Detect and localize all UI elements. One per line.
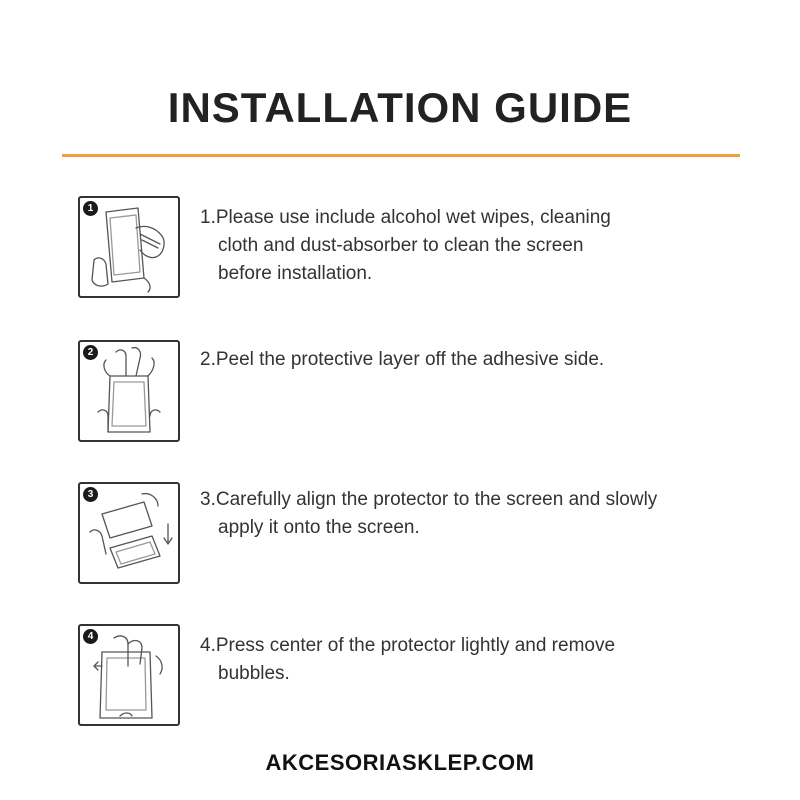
step-2-badge: 2 xyxy=(83,345,98,360)
step-1-line-1: 1.Please use include alcohol wet wipes, cleaning xyxy=(200,207,611,228)
step-1 xyxy=(78,196,758,300)
step-3-text xyxy=(200,486,740,542)
step-2-line-1: 2.Peel the protective layer off the adhesive side. xyxy=(200,349,605,370)
title-divider xyxy=(62,154,740,157)
page-title: INSTALLATION GUIDE xyxy=(167,84,633,131)
step-3-line-2: apply it onto the screen. xyxy=(218,517,420,538)
step-3-badge: 3 xyxy=(83,487,98,502)
step-1-illustration xyxy=(78,196,180,298)
step-3 xyxy=(78,482,758,586)
step-4-line-2: bubbles. xyxy=(218,663,290,684)
step-1-text xyxy=(200,204,740,288)
step-3-illustration xyxy=(78,482,180,584)
step-4-illustration xyxy=(78,624,180,726)
footer-watermark: AKCESORIASKLEP.COM xyxy=(265,750,535,775)
step-2-illustration xyxy=(78,340,180,442)
step-3-line-1: 3.Carefully align the protector to the screen and slowly xyxy=(200,489,658,510)
step-4-line-1: 4.Press center of the protector lightly and remove xyxy=(200,635,616,656)
step-4 xyxy=(78,624,758,728)
step-4-text xyxy=(200,632,740,688)
step-1-badge: 1 xyxy=(83,201,98,216)
step-2 xyxy=(78,340,758,444)
step-2-text xyxy=(200,346,740,374)
step-1-line-3: before installation. xyxy=(218,263,373,284)
step-4-badge: 4 xyxy=(83,629,98,644)
step-1-line-2: cloth and dust-absorber to clean the screen xyxy=(218,235,584,256)
